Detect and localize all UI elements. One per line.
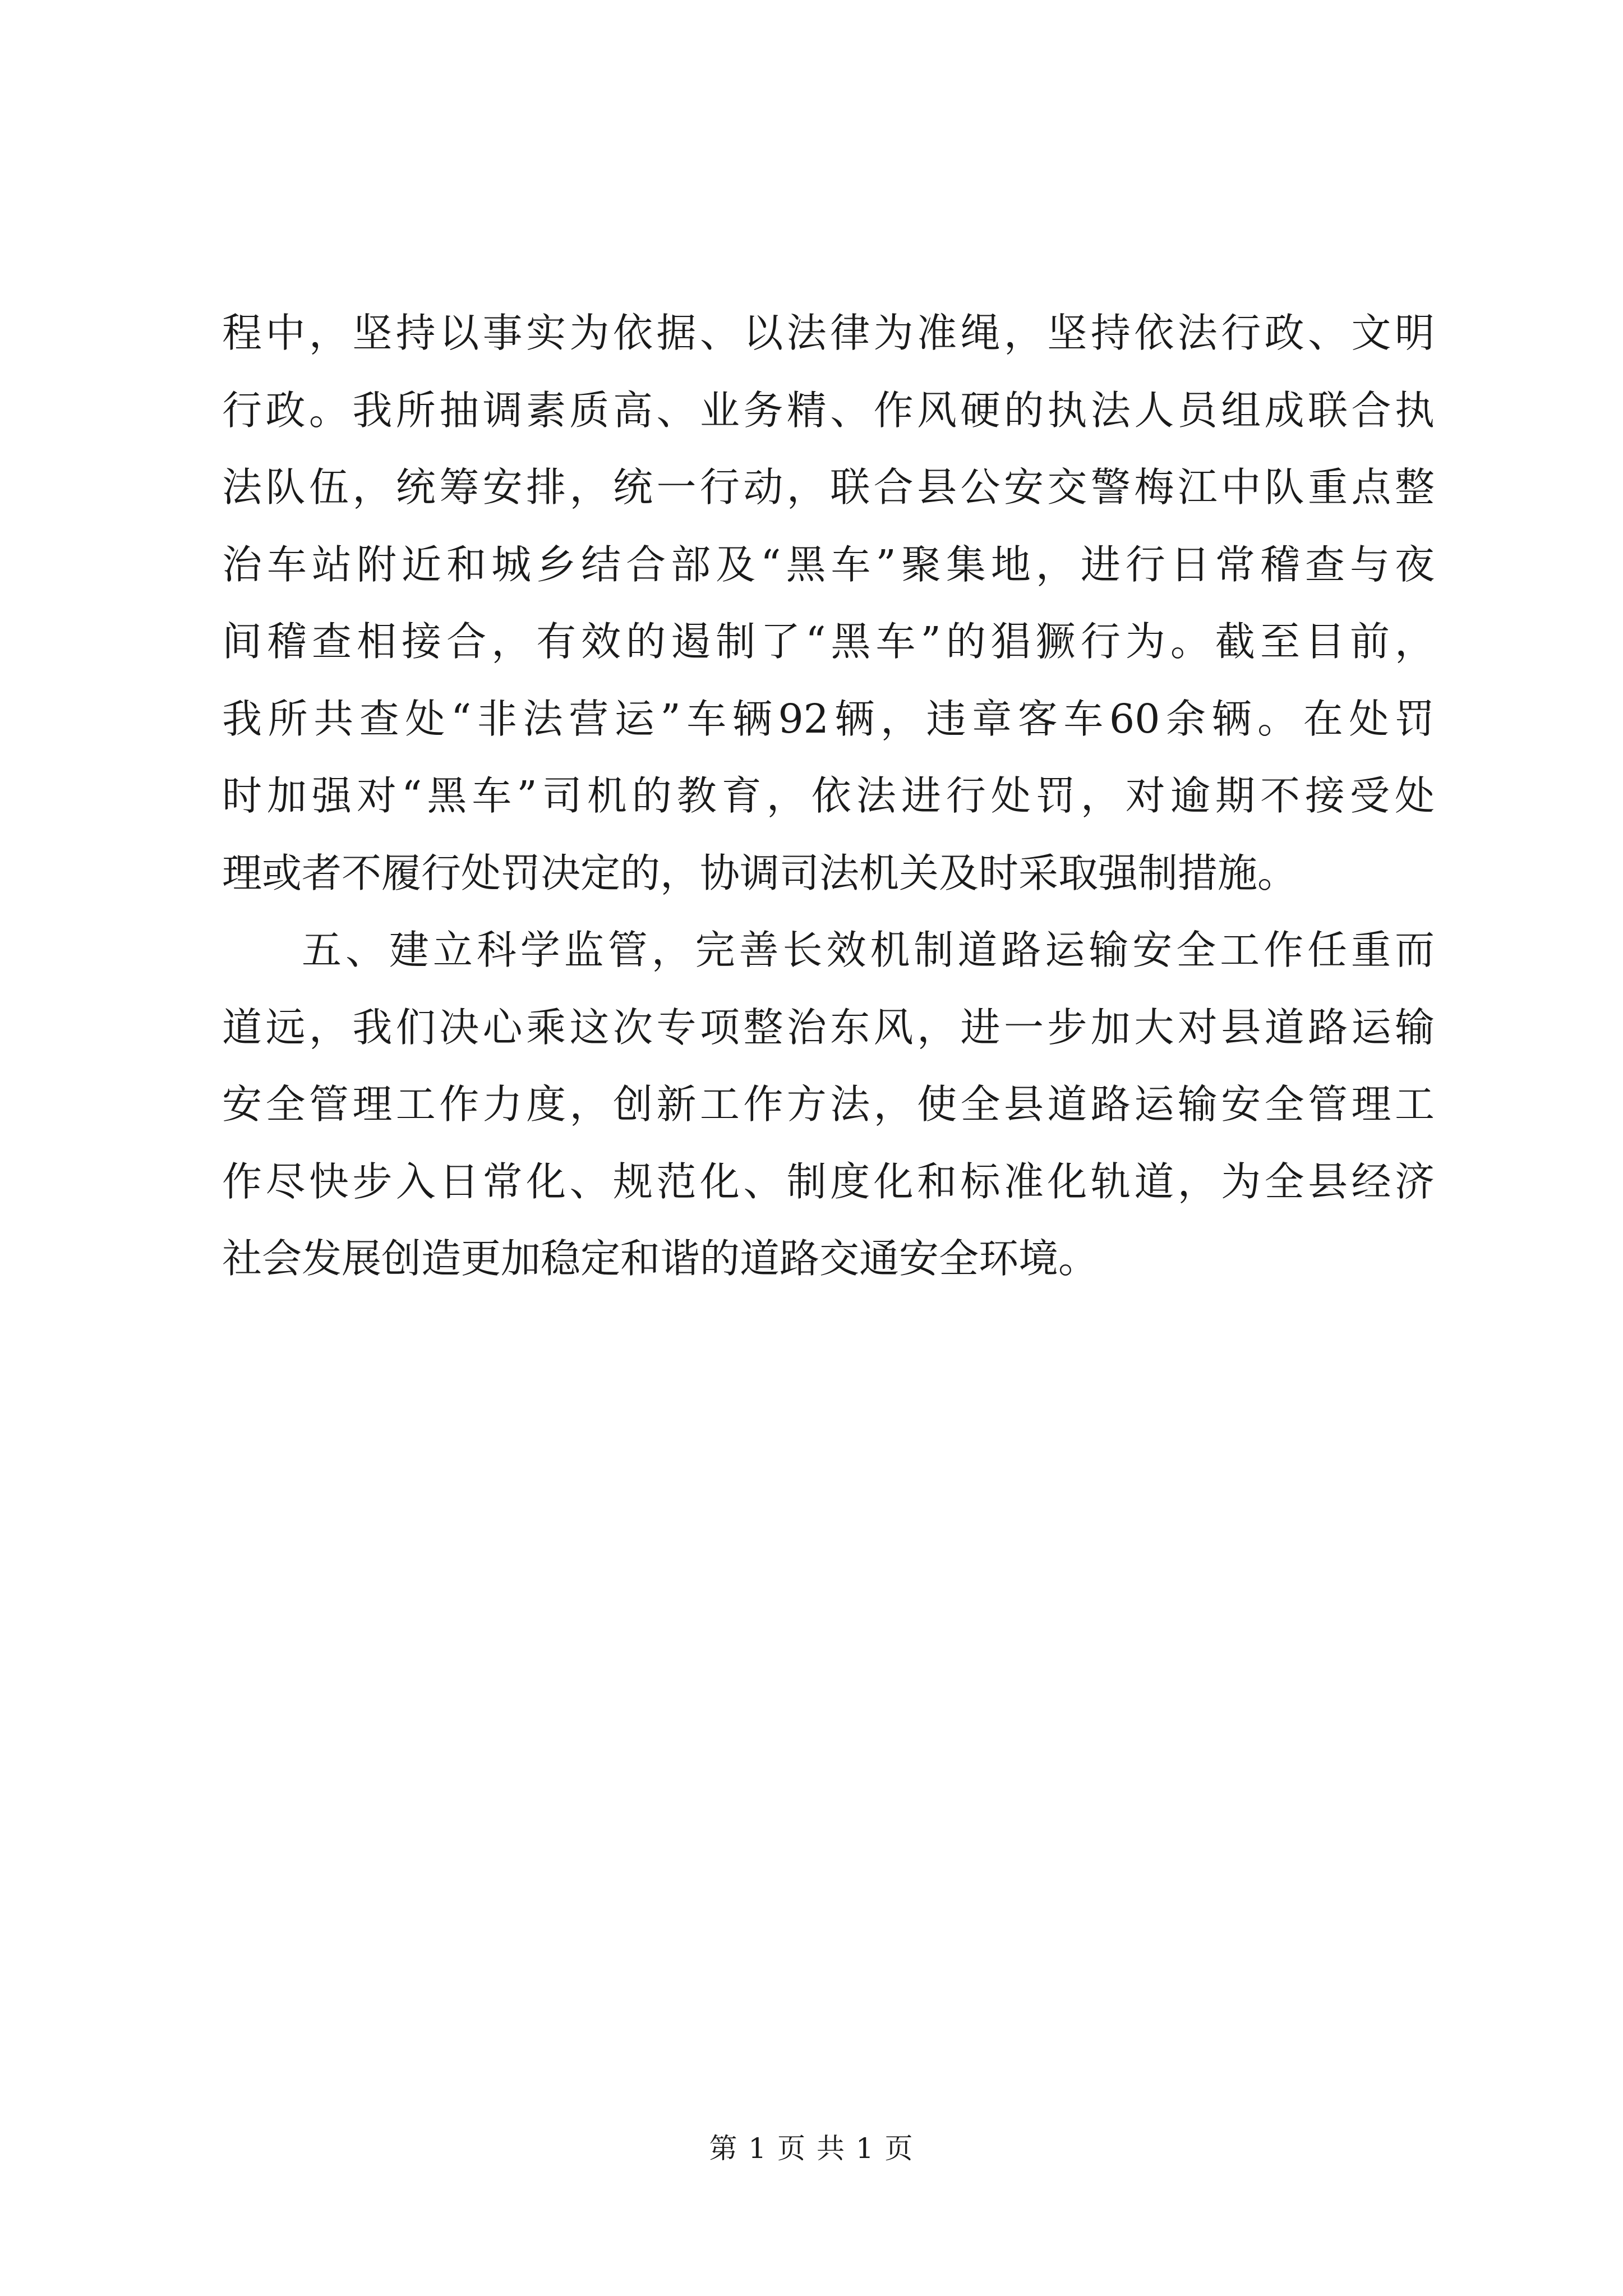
text-line: 时加强对“黑车”司机的教育，依法进行处罚，对逾期不接受处 xyxy=(222,772,1435,819)
text-line: 安全管理工作力度，创新工作方法，使全县道路运输安全管理工 xyxy=(222,1081,1435,1128)
text-line: 社会发展创造更加稳定和谐的道路交通安全环境。 xyxy=(222,1235,1099,1282)
text-line: 程中，坚持以事实为依据、以法律为准绳，坚持依法行政、文明 xyxy=(222,310,1435,356)
text-line: 道远，我们决心乘这次专项整治东风，进一步加大对县道路运输 xyxy=(222,1004,1435,1051)
text-line: 作尽快步入日常化、规范化、制度化和标准化轨道，为全县经济 xyxy=(222,1158,1435,1205)
text-line: 治车站附近和城乡结合部及“黑车”聚集地，进行日常稽查与夜 xyxy=(222,541,1435,588)
text-line: 法队伍，统筹安排，统一行动，联合县公安交警梅江中队重点整 xyxy=(222,464,1435,510)
page-footer xyxy=(0,2126,1623,2166)
text-line: 我所共查处“非法营运”车辆92辆，违章客车60余辆。在处罚 xyxy=(222,695,1435,742)
paragraph-2 xyxy=(222,912,1435,1297)
text-line: 五、建立科学监管，完善长效机制道路运输安全工作任重而 xyxy=(302,927,1435,973)
text-line: 理或者不履行处罚决定的，协调司法机关及时采取强制措施。 xyxy=(222,849,1298,896)
paragraph-1 xyxy=(222,295,1435,912)
document-body xyxy=(222,295,1435,1297)
text-line: 间稽查相接合，有效的遏制了“黑车”的猖獗行为。截至目前， xyxy=(222,618,1435,665)
page-number-label: 第 1 页 共 1 页 xyxy=(709,2132,914,2165)
text-line: 行政。我所抽调素质高、业务精、作风硬的执法人员组成联合执 xyxy=(222,386,1435,434)
